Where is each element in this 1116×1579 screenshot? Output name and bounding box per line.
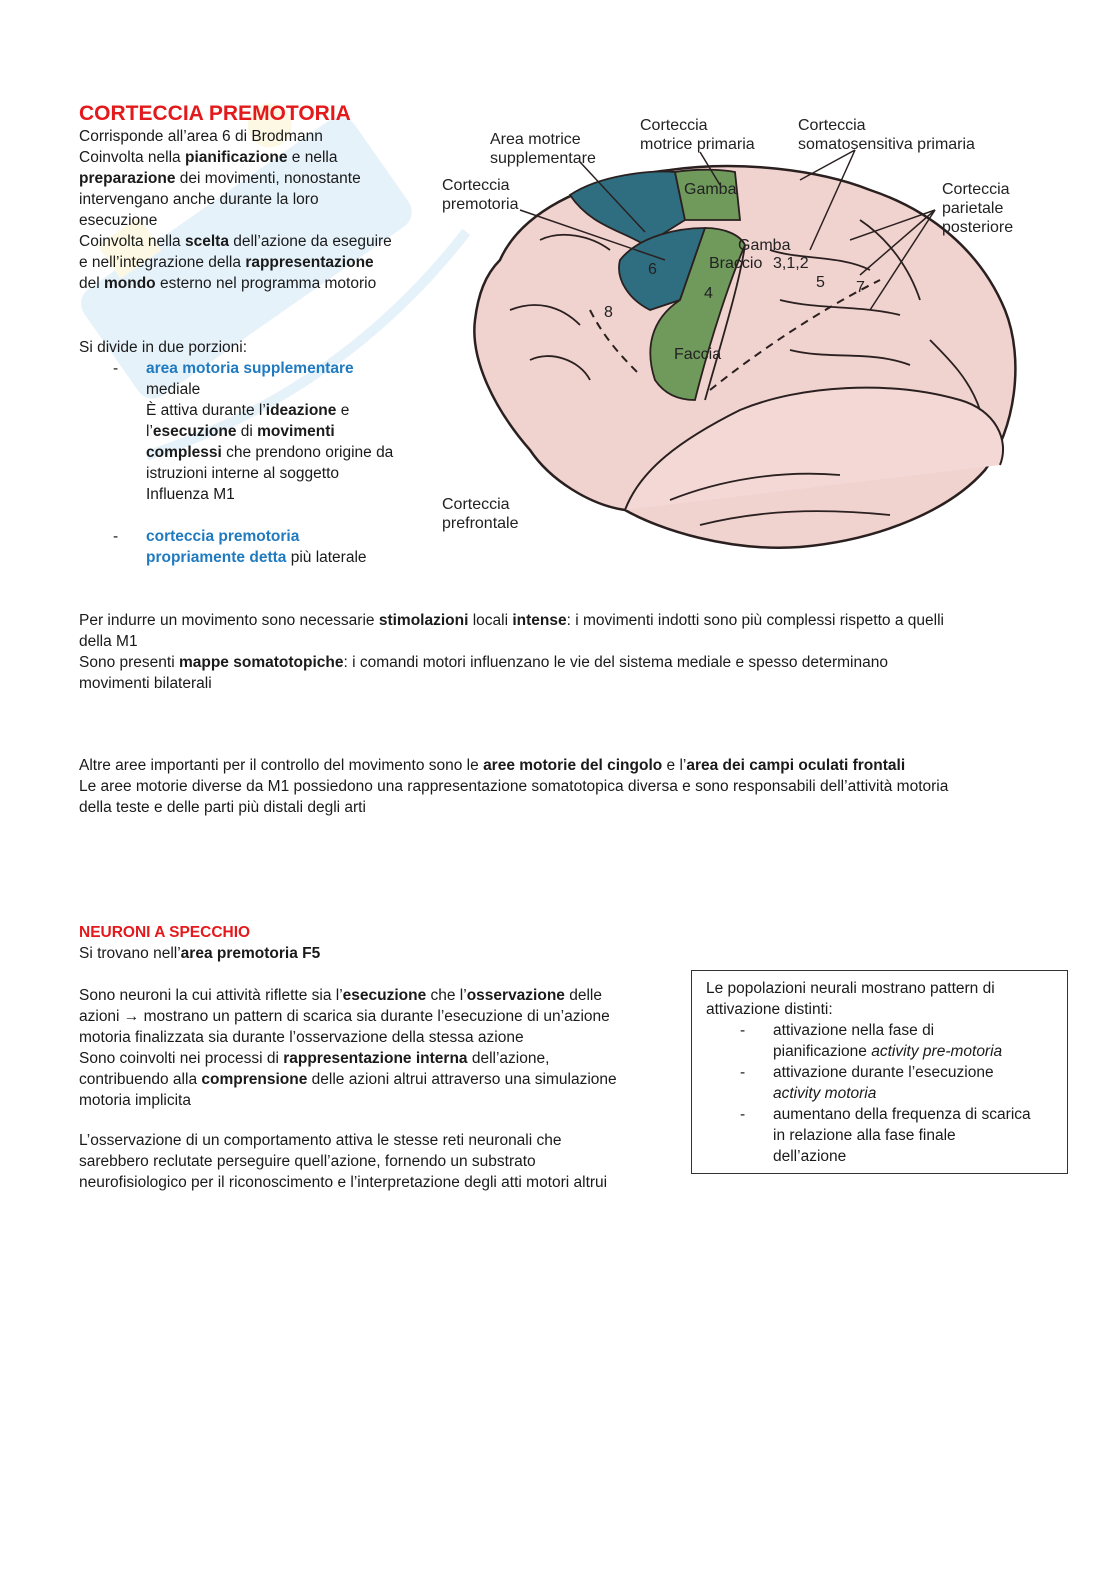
paragraph-other-areas bbox=[79, 755, 1059, 818]
label-m1: Corteccia motrice primaria bbox=[640, 117, 755, 153]
label-s1: Corteccia somatosensitiva primaria bbox=[798, 117, 975, 153]
intro-paragraph bbox=[79, 126, 439, 294]
label-parietal: Corteccia parietale posteriore bbox=[942, 181, 1014, 236]
list-item: - area motoria supplementare mediale È attiva durante l’ideazione e l’esecuzione di movimenti complessi che prendono origine da istruzioni interne al soggetto Influenza M1 bbox=[79, 358, 439, 505]
section-mirror-neurons bbox=[79, 922, 679, 964]
text-line: propriamente detta più laterale bbox=[146, 549, 367, 566]
text-line: motoria finalizzata sia durante l’osservazione della stessa azione bbox=[79, 1029, 524, 1046]
label-sma: Area motrice supplementare bbox=[490, 131, 596, 167]
list-item: - corteccia premotoria propriamente detta più laterale bbox=[79, 526, 439, 568]
text-line: L’osservazione di un comportamento attiva le stesse reti neuronali che bbox=[79, 1132, 562, 1149]
text-line: Coinvolta nella scelta dell’azione da eseguire bbox=[79, 233, 392, 250]
text-line: neurofisiologico per il riconoscimento e l’interpretazione degli atti motori altrui bbox=[79, 1174, 608, 1191]
text-line: Altre aree importanti per il controllo del movimento sono le aree motorie del cingolo e l’area dei campi oculati frontali bbox=[79, 757, 906, 774]
label-premotor: Corteccia premotoria bbox=[442, 177, 519, 213]
label-area-7: 7 bbox=[856, 279, 865, 296]
text-line: Sono neuroni la cui attività riflette sia l’esecuzione che l’osservazione delle bbox=[79, 987, 602, 1004]
item-title: corteccia premotoria bbox=[146, 528, 300, 545]
patterns-list bbox=[706, 1020, 1053, 1167]
text-line: azioni → mostrano un pattern di scarica sia durante l’esecuzione di un’azione bbox=[79, 1008, 610, 1025]
label-area-6: 6 bbox=[648, 261, 657, 278]
list-item: - aumentano della frequenza di scarica in relazione alla fase finale dell’azione bbox=[740, 1106, 1031, 1165]
text-line: motoria implicita bbox=[79, 1092, 191, 1109]
text-line: della teste e delle parti più distali degli arti bbox=[79, 799, 366, 816]
label-area-4: 4 bbox=[704, 285, 713, 302]
label-gamba-top: Gamba bbox=[684, 181, 737, 198]
text-line: Corrisponde all’area 6 di Brodmann bbox=[79, 128, 323, 145]
mirror-paragraph-1 bbox=[79, 985, 679, 1111]
text-line: Si trovano nell’area premotoria F5 bbox=[79, 945, 321, 962]
section-premotor bbox=[79, 101, 439, 294]
label-prefrontal: Corteccia prefrontale bbox=[442, 496, 519, 532]
label-faccia: Faccia bbox=[674, 346, 722, 363]
text-line: È attiva durante l’ideazione e bbox=[146, 402, 350, 419]
label-gamba: Gamba bbox=[738, 237, 791, 254]
text-line: contribuendo alla comprensione delle azioni altrui attraverso una simulazione bbox=[79, 1071, 617, 1088]
list-item: - attivazione durante l’esecuzione activity motoria bbox=[740, 1064, 994, 1102]
text-line: Coinvolta nella pianificazione e nella bbox=[79, 149, 338, 166]
section-title: NEURONI A SPECCHIO bbox=[79, 924, 251, 941]
label-312: 3,1,2 bbox=[773, 255, 809, 272]
list-item: - attivazione nella fase di pianificazione activity pre-motoria bbox=[740, 1022, 1003, 1060]
text-line: e nell’integrazione della rappresentazione bbox=[79, 254, 374, 271]
text-line: della M1 bbox=[79, 633, 138, 650]
text-line: sarebbero reclutate perseguire quell’azione, fornendo un substrato bbox=[79, 1153, 536, 1170]
text-line: Sono presenti mappe somatotopiche: i comandi motori influenzano le vie del sistema mediale e spesso determinano bbox=[79, 654, 888, 671]
label-braccio: Braccio bbox=[709, 255, 763, 272]
text-line: complessi che prendono origine da bbox=[146, 444, 394, 461]
text-line: Per indurre un movimento sono necessarie stimolazioni locali intense: i movimenti indotti sono più complessi rispetto a quelli bbox=[79, 612, 944, 629]
paragraph-stimulation bbox=[79, 610, 1039, 694]
mirror-paragraph-2 bbox=[79, 1130, 679, 1193]
text-line: l’esecuzione di movimenti bbox=[146, 423, 335, 440]
text-line: Le popolazioni neurali mostrano pattern di bbox=[706, 980, 995, 997]
text-line: del mondo esterno nel programma motorio bbox=[79, 275, 377, 292]
text-line: istruzioni interne al soggetto bbox=[146, 465, 340, 482]
text-line: Le aree motorie diverse da M1 possiedono una rappresentazione somatotopica diversa e sono responsabili dell’attività motoria bbox=[79, 778, 949, 795]
text-line: Si divide in due porzioni: bbox=[79, 339, 248, 356]
portions-block bbox=[79, 337, 439, 568]
brain-diagram bbox=[440, 110, 1040, 560]
section-title: CORTECCIA PREMOTORIA bbox=[79, 102, 351, 125]
activation-patterns-box bbox=[691, 970, 1068, 1174]
text-line: esecuzione bbox=[79, 212, 158, 229]
text-line: mediale bbox=[146, 381, 201, 398]
text-line: Influenza M1 bbox=[146, 486, 235, 503]
item-title: area motoria supplementare bbox=[146, 360, 354, 377]
portions-list bbox=[79, 358, 439, 568]
text-line: movimenti bilaterali bbox=[79, 675, 212, 692]
label-area-5: 5 bbox=[816, 274, 825, 291]
text-line: preparazione dei movimenti, nonostante bbox=[79, 170, 361, 187]
label-area-8: 8 bbox=[604, 304, 613, 321]
text-line: intervengano anche durante la loro bbox=[79, 191, 319, 208]
text-line: Sono coinvolti nei processi di rappresentazione interna dell’azione, bbox=[79, 1050, 550, 1067]
text-line: attivazione distinti: bbox=[706, 1001, 833, 1018]
